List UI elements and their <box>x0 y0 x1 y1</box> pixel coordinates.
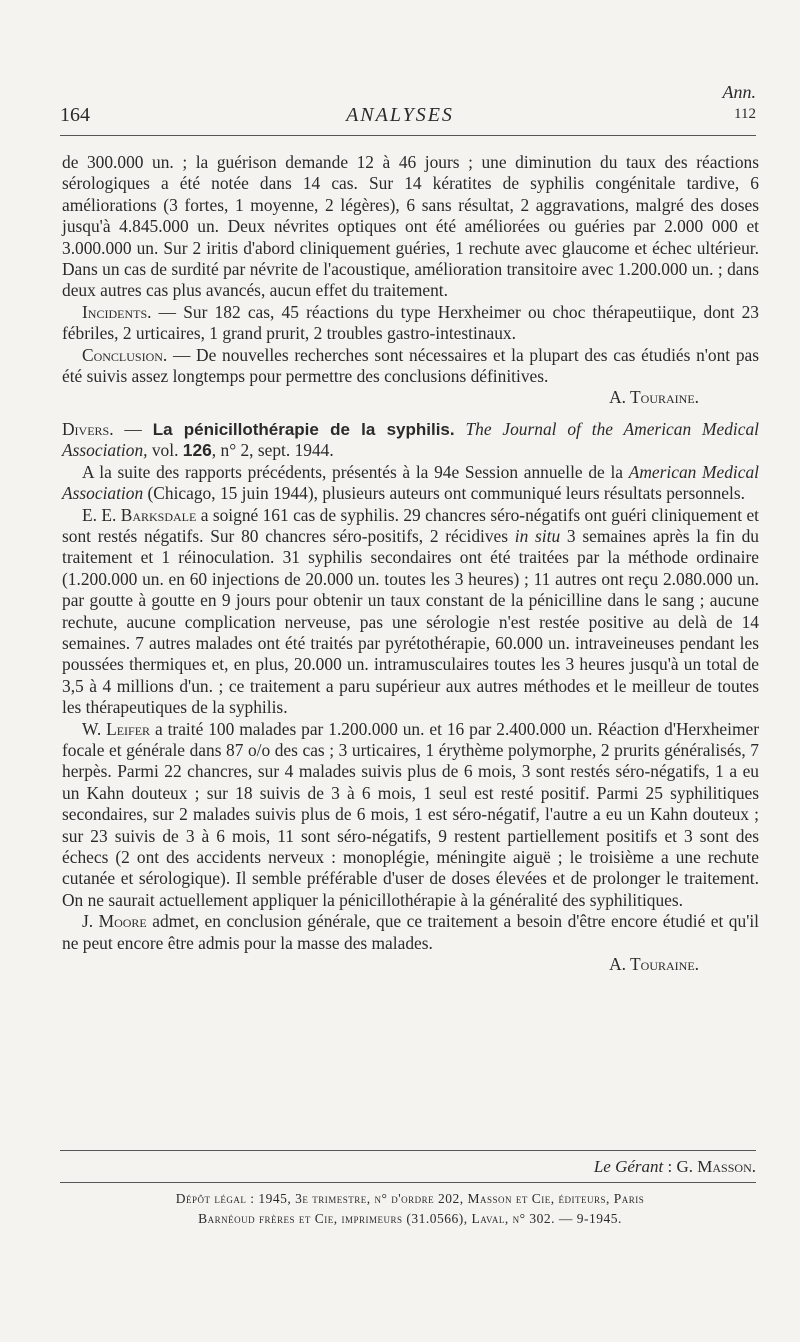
volume-page-number: 112 <box>734 106 756 122</box>
footer-rule <box>60 1182 756 1183</box>
paragraph-text: — Sur 182 cas, 45 réactions du type Herxheimer ou choc thérapeutiique, dont 23 fébriles, 2 urticaires, 1 grand prurit, 2 troubles gastro-intestinaux. <box>62 301 759 344</box>
article-title: La pénicillothérapie de la syphilis. <box>152 419 455 439</box>
paragraph: E. E. Barksdale a soigné 161 cas de syphilis. 29 chancres séro-négatifs ont guéri cliniquement et sont restés négatifs. Sur 80 chancres séro-positifs, 2 récidives in situ 3 semaines après la fin du traitement et 1 réinoculation. 31 syphilis secondaires ont été traitées par la méthode ordinaire (1.200.000 un. en 60 injections de 20.000 un. toutes les 3 heures) ; 11 autres ont reçu 2.080.000 un. par goutte à goutte en 9 jours pour obtenir un taux constant de la pénicilline dans le sang ; aucune rechute, aucune complication nerveuse, pas une sérologie n'est restée positive au delà de 14 semaines. 7 autres malades ont été traités par pyrétothérapie, 60.000 un. intraveineuses pendant les poussées thermiques et, en plus, 20.000 un. intramusculaires toutes les 3 heures jusqu'à un total de 3,5 à 4 millions d'un. ; ce traitement a paru supérieur aux autres méthodes et le meilleur de toutes les thérapeutiques de la syphilis. <box>62 504 759 718</box>
body-text <box>62 152 759 975</box>
header-rule <box>60 135 756 136</box>
paragraph: de 300.000 un. ; la guérison demande 12 à 46 jours ; une diminution du taux des réactions sérologiques a été notée dans 14 cas. Sur 14 kératites de syphilis congénitale tardive, 6 améliorations (3 fortes, 1 moyenne, 2 légères), 6 sans résultat, 2 aggravations, malgré des doses jusqu'à 4.845.000 un. Deux névrites optiques ont été améliorées ou guéries par 2.000 000 et 3.000.000 un. Sur 2 iritis d'abord cliniquement guéries, 1 rechute avec glaucome et échec ultérieur. Dans un cas de surdité par névrite de l'acoustique, amélioration transitoire avec 1.200.000 un. ; dans deux autres cas plus avancés, aucun effet du traitement. <box>62 152 759 301</box>
volume-number: 126 <box>182 440 212 461</box>
header-annotation: Ann. <box>722 82 756 102</box>
section-label: Incidents. <box>82 301 152 322</box>
paragraph-incidents <box>62 302 759 345</box>
imprint-line: Dépôt légal : 1945, 3e trimestre, n° d'ordre 202, Masson et Cie, éditeurs, Paris <box>175 1191 645 1206</box>
signature: A. Touraine. <box>609 954 699 975</box>
imprint <box>60 1189 760 1229</box>
paragraph-text: — De nouvelles recherches sont nécessaires et la plupart des cas étudiés n'ont pas été suivis assez longtemps pour permettre des conclusions définitives. <box>62 344 759 387</box>
paragraph: W. Leifer a traité 100 malades par 1.200.000 un. et 16 par 2.400.000 un. Réaction d'Herxheimer focale et générale dans 87 o/o des cas ; 3 urticaires, 1 érythème polymorphe, 2 prurits généralisés, 7 herpès. Parmi 22 chancres, sur 4 malades suivis plus de 6 mois, 3 sont restés séro-négatifs, 1 a eu un Kahn douteux ; sur 18 suivis de 3 à 6 mois, 1 seul est resté positif. Parmi 25 syphilitiques secondaires, sur 2 malades suivis plus de 6 mois, 1 est séro-négatif, l'autre a eu un Kahn douteux ; sur 23 suivis de 3 à 6 mois, 11 sont séro-négatifs, 9 restent partiellement positifs et 3 sont des échecs (2 ont des accidents nerveux : monoplégie, méningite aiguë ; le troisième a une rechute cutanée et sérologique). Il semble préférable d'user de doses élevées et de prolonger le traitement. On ne saurait actuellement appliquer la pénicillothérapie à la généralité des syphilitiques. <box>62 718 759 910</box>
journal-name: The Journal of the American Medical Association, <box>62 418 759 461</box>
author-name: E. E. Barksdale <box>82 504 197 525</box>
paragraph: J. Moore admet, en conclusion générale, que ce traitement a besoin d'être encore étudié et qu'il ne peut encore être admis pour la masse des malades. <box>62 911 759 953</box>
running-title: ANALYSES <box>346 104 454 126</box>
imprint-line: Barnéoud frères et Cie, imprimeurs (31.0566), Laval, n° 302. — 9-1945. <box>198 1211 622 1226</box>
paragraph-conclusion <box>62 345 759 388</box>
author-name: W. Leifer <box>82 718 151 739</box>
page-number: 164 <box>60 104 90 126</box>
author-name: J. Moore <box>82 911 147 932</box>
signature: A. Touraine. <box>609 387 699 408</box>
paragraph: A la suite des rapports précédents, présentés à la 94e Session annuelle de la American Medical Association (Chicago, 15 juin 1944), plusieurs auteurs ont communiqué leurs résultats personnels. <box>62 461 760 504</box>
section-label: Conclusion. <box>82 344 168 365</box>
footer-rule <box>60 1150 756 1151</box>
gerant-line: Le Gérant : G. Masson. <box>593 1157 756 1176</box>
article-heading: Divers. — La pénicillothérapie de la syphilis. The Journal of the American Medical Association, vol. 126, n° 2, sept. 1944. <box>62 418 759 461</box>
category-label: Divers. <box>62 418 114 439</box>
